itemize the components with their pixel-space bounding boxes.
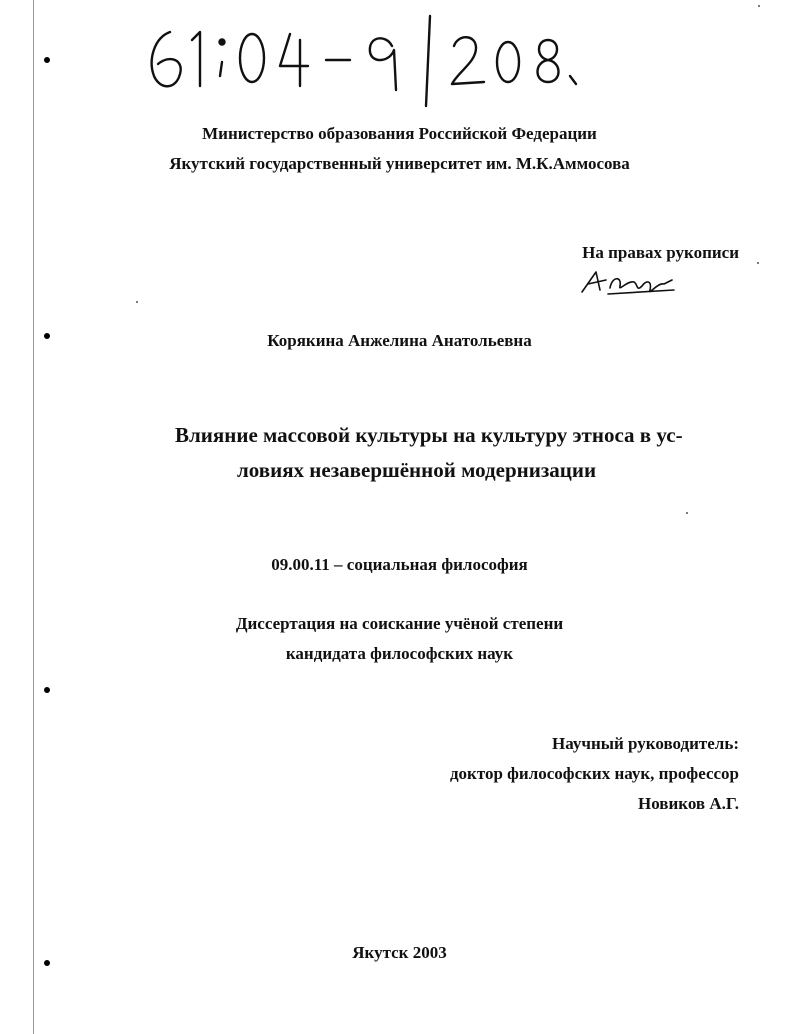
- supervisor-label: Научный руководитель:: [552, 734, 739, 753]
- university-name: Якутский государственный университет им. М.К.Аммосова: [169, 154, 630, 173]
- scan-speck: [757, 262, 759, 264]
- scan-speck: [758, 5, 760, 7]
- handwritten-archive-code: [140, 10, 590, 110]
- author-name: Корякина Анжелина Анатольевна: [267, 331, 532, 350]
- degree-line-1: Диссертация на соискание учёной степени: [235, 614, 564, 633]
- degree-line-2: кандидата философских наук: [285, 644, 514, 663]
- scan-speck: [136, 301, 138, 303]
- binding-hole-mark: [44, 687, 50, 693]
- ministry-name: Министерство образования Российской Федерации: [202, 124, 597, 143]
- manuscript-note: На правах рукописи: [582, 243, 739, 262]
- specialty: 09.00.11 – социальная философия: [271, 555, 528, 574]
- supervisor-title: доктор философских наук, профессор: [449, 764, 739, 783]
- scan-speck: [686, 512, 688, 514]
- handwritten-signature: [578, 268, 678, 298]
- dissertation-title-line-1: Влияние массовой культуры на культуру этноса в ус-: [175, 423, 683, 447]
- supervisor-name: Новиков А.Г.: [637, 794, 739, 813]
- binding-hole-mark: [44, 57, 50, 63]
- city-year: Якутск 2003: [352, 943, 447, 962]
- dissertation-title-line-2: ловиях незавершённой модернизации: [237, 458, 597, 482]
